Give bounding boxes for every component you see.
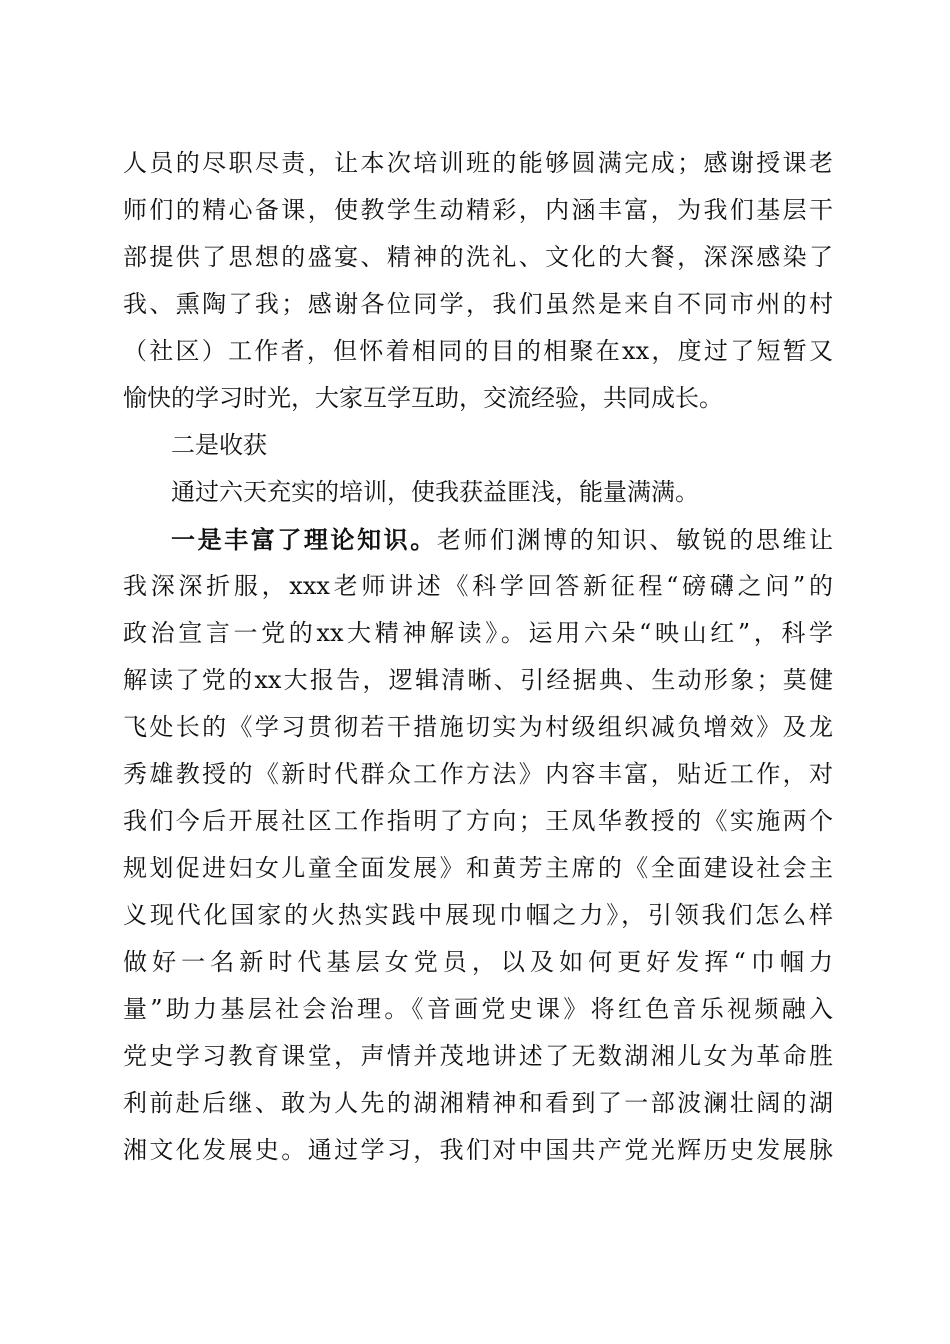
text-line: 规划促进妇女儿童全面发展》和黄芳主席的《全面建设社会主: [123, 854, 833, 882]
text-line: 秀雄教授的《新时代群众工作方法》内容丰富，贴近工作，对: [123, 760, 833, 788]
text-line: 我、熏陶了我；感谢各位同学，我们虽然是来自不同市州的村: [123, 290, 833, 318]
text-line: 义现代化国家的火热实践中展现巾帼之力》，引领我们怎么样: [123, 901, 833, 929]
text-line: 我深深折服，xxx老师讲述《科学回答新征程“磅礴之问”的: [123, 572, 833, 600]
paragraph-intro: 通过六天充实的培训，使我获益匪浅，能量满满。: [171, 478, 699, 506]
bold-lead: 一是丰富了理论知识。: [171, 525, 437, 554]
text-line: 政治宣言一党的xx大精神解读》。运用六朵“映山红”，科学: [123, 619, 833, 647]
paragraph-theory: [123, 516, 833, 1174]
text-line: 我们今后开展社区工作指明了方向；王凤华教授的《实施两个: [123, 807, 833, 835]
section-heading-harvest: 二是收获: [171, 431, 267, 459]
text-line: （社区）工作者，但怀着相同的目的相聚在xx，度过了短暂又: [123, 337, 833, 365]
text-line: 人员的尽职尽责，让本次培训班的能够圆满完成；感谢授课老: [123, 149, 833, 177]
text-line: 做好一名新时代基层女党员，以及如何更好发挥“巾帼力: [123, 948, 833, 976]
text-line: 量”助力基层社会治理。《音画党史课》将红色音乐视频融入: [123, 995, 833, 1023]
text-line: 解读了党的xx大报告，逻辑清晰、引经据典、生动形象；莫健: [123, 666, 833, 694]
text-line: 飞处长的《学习贯彻若干措施切实为村级组织减负增效》及龙: [123, 713, 833, 741]
text-line: 湘文化发展史。通过学习，我们对中国共产党光辉历史发展脉: [123, 1136, 833, 1164]
document-body: [123, 140, 833, 1174]
text-line-first: [123, 516, 833, 563]
text-line: 师们的精心备课，使教学生动精彩，内涵丰富，为我们基层干: [123, 196, 833, 224]
paragraph-thanks: [123, 140, 833, 422]
text-line: 愉快的学习时光，大家互学互助，交流经验，共同成长。: [123, 384, 723, 412]
first-line-rest: 老师们渊博的知识、敏锐的思维让: [436, 526, 833, 554]
text-line: 利前赴后继、敢为人先的湖湘精神和看到了一部波澜壮阔的湖: [123, 1089, 833, 1117]
text-line: 部提供了思想的盛宴、精神的洗礼、文化的大餐，深深感染了: [123, 243, 833, 271]
text-line: 党史学习教育课堂，声情并茂地讲述了无数湖湘儿女为革命胜: [123, 1042, 833, 1070]
